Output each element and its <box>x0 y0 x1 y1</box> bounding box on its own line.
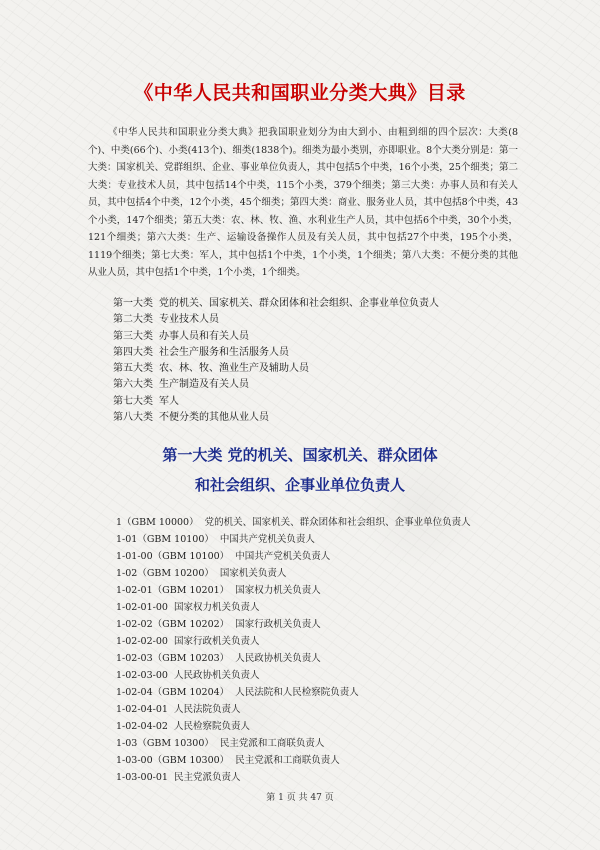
toc-item-number: 第三大类 <box>113 330 153 342</box>
entry-row <box>116 735 536 752</box>
toc-item-number: 第五大类 <box>113 363 153 375</box>
entry-code: 1-02（GBM 10200） <box>116 568 214 579</box>
toc-item-label: 生产制造及有关人员 <box>159 379 249 391</box>
entry-code: 1-03-00（GBM 10300） <box>116 755 230 766</box>
entry-code: 1-02-04（GBM 10204） <box>116 687 230 698</box>
toc-item-label: 专业技术人员 <box>159 314 219 326</box>
toc-item-label: 农、林、牧、渔业生产及辅助人员 <box>159 363 309 375</box>
entry-row <box>116 599 536 616</box>
entry-row <box>116 565 536 582</box>
toc-item-label: 党的机关、国家机关、群众团体和社会组织、企事业单位负责人 <box>159 298 439 309</box>
entry-code: 1-02-04-02 <box>116 721 168 732</box>
entry-row <box>116 531 536 548</box>
entry-row <box>116 752 536 769</box>
entry-code: 1-02-01（GBM 10201） <box>116 585 230 596</box>
entry-label: 国家机关负责人 <box>219 568 287 579</box>
entry-code: 1-01-00（GBM 10100） <box>116 551 230 562</box>
toc-item <box>113 296 513 312</box>
entry-label: 人民检察院负责人 <box>173 721 250 732</box>
entry-code: 1-03（GBM 10300） <box>116 738 214 749</box>
toc-item-label: 办事人员和有关人员 <box>159 330 249 342</box>
intro-paragraph: 《中华人民共和国职业分类大典》把我国职业划分为由大到小、由粗到细的四个层次：大类(8个)、中类(66个)、小类(413个)、细类(1838个)。细类为最小类别，亦即职业。8个大类分别是：第一大类：国家机关、党群组织、企业、事业单位负责人，其中包括5个中类，16个小类，25个细类；第二大类：专业技术人员，其中包括14个中类，115个小类，379个细类；第三大类：办事人员和有关人员，其中包括4个中类，12个小类，45个细类；第四大类：商业、服务业人员，其中包括8个中类，43个小类，147个细类；第五大类：农、林、牧、渔、水利业生产人员，其中包括6个中类，30个小类，121个细类；第六大类：生产、运输设备操作人员及有关人员，其中包括27个中类，195个小类，1119个细类；第七大类：军人，其中包括1个中类，1个小类，1个细类；第八大类：不便分类的其他从业人员，其中包括1个中类，1个小类，1个细类。 <box>88 127 518 278</box>
page-footer: 第 1 页 共 47 页 <box>266 793 334 803</box>
toc-item <box>113 312 513 328</box>
entry-row <box>116 718 536 735</box>
entry-row <box>116 616 536 633</box>
entry-label: 党的机关、国家机关、群众团体和社会组织、企事业单位负责人 <box>204 517 471 528</box>
toc-item-number: 第七大类 <box>113 395 153 407</box>
entry-code: 1-02-01-00 <box>116 602 168 613</box>
entry-row <box>116 701 536 718</box>
entry-code: 1-02-04-01 <box>116 704 168 715</box>
section-heading-line: 和社会组织、企事业单位负责人 <box>194 476 405 494</box>
table-of-contents <box>113 296 513 426</box>
toc-item <box>113 377 513 393</box>
toc-item-label: 不便分类的其他从业人员 <box>159 412 269 424</box>
entry-code: 1-02-02-00 <box>116 636 168 647</box>
entry-label: 人民政协机关负责人 <box>235 653 321 664</box>
entry-code: 1（GBM 10000） <box>116 517 199 528</box>
entry-label: 人民法院负责人 <box>173 704 241 715</box>
toc-item-number: 第八大类 <box>113 412 153 424</box>
section-heading-line: 第一大类 党的机关、国家机关、群众团体 <box>162 446 438 464</box>
entry-label: 人民政协机关负责人 <box>173 670 260 681</box>
entry-row <box>116 684 536 701</box>
entry-row <box>116 667 536 684</box>
document-title: 《中华人民共和国职业分类大典》目录 <box>134 82 466 104</box>
entry-label: 中国共产党机关负责人 <box>219 534 315 545</box>
entry-row <box>116 650 536 667</box>
toc-item <box>113 329 513 345</box>
entry-label: 国家权力机关负责人 <box>235 585 321 596</box>
entry-row <box>116 582 536 599</box>
entry-row <box>116 769 536 786</box>
entry-code: 1-02-03-00 <box>116 670 168 681</box>
entry-row <box>116 548 536 565</box>
section-heading <box>0 440 600 500</box>
toc-item-number: 第二大类 <box>113 314 153 326</box>
entry-label: 国家行政机关负责人 <box>173 636 260 647</box>
entry-code: 1-01（GBM 10100） <box>116 534 214 545</box>
entry-label: 中国共产党机关负责人 <box>235 551 331 562</box>
toc-item <box>113 361 513 377</box>
entry-label: 人民法院和人民检察院负责人 <box>235 687 359 698</box>
entry-label: 国家权力机关负责人 <box>173 602 260 613</box>
toc-item <box>113 394 513 410</box>
toc-item-number: 第六大类 <box>113 379 153 391</box>
entry-label: 民主党派和工商联负责人 <box>219 738 325 749</box>
toc-item-number: 第四大类 <box>113 346 153 358</box>
toc-item-number: 第一大类 <box>113 298 153 309</box>
classification-entries <box>116 514 536 786</box>
toc-item <box>113 410 513 426</box>
entry-code: 1-03-00-01 <box>116 772 168 783</box>
entry-label: 民主党派和工商联负责人 <box>235 755 340 766</box>
entry-code: 1-02-03（GBM 10203） <box>116 653 230 664</box>
toc-item-label: 社会生产服务和生活服务人员 <box>159 346 289 358</box>
toc-item <box>113 345 513 361</box>
entry-row <box>116 633 536 650</box>
entry-code: 1-02-02（GBM 10202） <box>116 619 230 630</box>
entry-label: 民主党派负责人 <box>173 772 241 783</box>
toc-item-label: 军人 <box>159 395 179 407</box>
entry-label: 国家行政机关负责人 <box>235 619 321 630</box>
entry-row <box>116 514 536 531</box>
